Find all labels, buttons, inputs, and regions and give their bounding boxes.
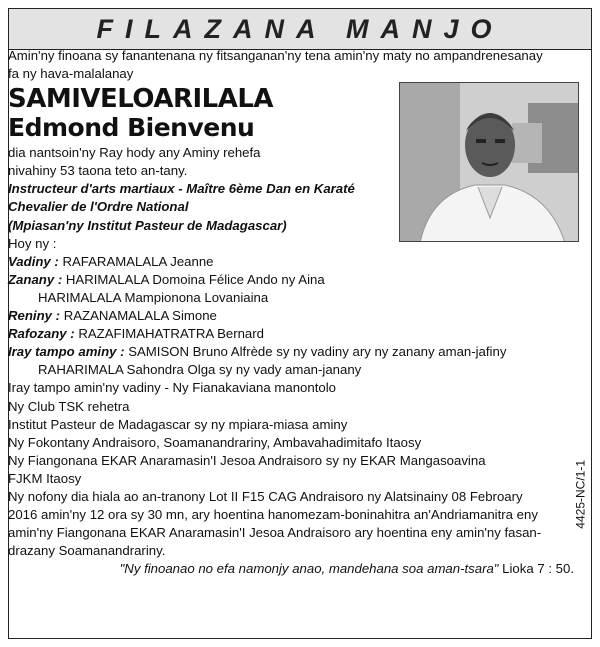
notice-header (9, 9, 591, 50)
death-line: dia nantsoin'ny Ray hody any Aminy rehefa (8, 145, 261, 161)
others-line: FJKM Itaosy (8, 470, 82, 486)
others-line: Ny Club TSK rehetra (8, 398, 130, 414)
family-zanany (8, 271, 576, 289)
others-line: Iray tampo amin'ny vadiny - Ny Fianakaviana manontolo (8, 380, 336, 396)
reniny-label: Reniny : (8, 308, 61, 324)
iray-label: Iray tampo aminy : (8, 344, 125, 360)
deceased-given-name: Edmond Bienvenu (8, 113, 255, 143)
verse-quote: "Ny finoanao no efa namonjy anao, mandehana soa aman-tsara" (119, 561, 499, 577)
death-line: nivahiny 53 taona teto an-tany. (8, 163, 188, 179)
intro-line: Amin'ny finoana sy fanantenana ny fitsanganan'ny tena amin'ny maty no ampandrenesanay (8, 48, 543, 63)
funeral-line: Ny nofony dia hiala ao an-tranony Lot II F15 CAG Andraisoro ny Alatsinainy 08 Febroary (8, 488, 523, 504)
notice-body (8, 47, 576, 578)
funeral-line: amin'ny Fiangonana EKAR Anaramasin'I Jesoa Andraisoro ary hoentina eny amin'ny fasan- (8, 525, 542, 541)
vadiny-value: RAFARAMALALA Jeanne (62, 253, 214, 269)
family-rafozany (8, 325, 576, 343)
reniny-value: RAZANAMALALA Simone (63, 308, 217, 324)
intro-line: fa ny hava-malalanay (8, 66, 134, 82)
title-line: Chevalier de l'Ordre National (8, 199, 189, 215)
deceased-surname: SAMIVELOARILALA (8, 84, 274, 115)
rafozany-label: Rafozany : (8, 326, 75, 342)
title-line: Instructeur d'arts martiaux - Maître 6ème Dan en Karaté (8, 181, 355, 197)
family-iray (8, 343, 576, 361)
notice-title: FILAZANA MANJO (96, 13, 504, 44)
funeral-line: 2016 amin'ny 12 ora sy 30 mn, ary hoentina hanomezam-boninahitra an'Andriamanitra eny (8, 507, 538, 523)
title-line: (Mpiasan'ny Institut Pasteur de Madagascar) (8, 217, 287, 233)
zanany-value-2: HARIMALALA Mampionona Lovaniaina (38, 289, 269, 305)
family-reniny (8, 307, 576, 325)
funeral-line: drazany Soamanandrariny. (8, 543, 166, 559)
zanany-label: Zanany : (8, 271, 63, 287)
others-line: Ny Fiangonana EKAR Anaramasin'I Jesoa Andraisoro sy ny EKAR Mangasoavina (8, 452, 486, 468)
family-vadiny (8, 253, 576, 271)
verse-reference: Lioka 7 : 50. (498, 561, 574, 577)
iray-value-2: RAHARIMALA Sahondra Olga sy ny vady aman-janany (38, 362, 362, 378)
others-line: Institut Pasteur de Madagascar sy ny mpiara-miasa aminy (8, 416, 348, 432)
reference-code: 4425-NC/1-1 (574, 460, 588, 529)
hoy-label: Hoy ny : (8, 235, 57, 251)
zanany-value: HARIMALALA Domoina Félice Ando ny Aina (65, 271, 325, 287)
vadiny-label: Vadiny : (8, 253, 59, 269)
iray-value: SAMISON Bruno Alfrède sy ny vadiny ary ny zanany aman-jafiny (128, 344, 507, 360)
others-line: Ny Fokontany Andraisoro, Soamanandrariny, Ambavahadimitafo Itaosy (8, 434, 422, 450)
rafozany-value: RAZAFIMAHATRATRA Bernard (78, 326, 264, 342)
bible-verse (8, 560, 576, 578)
